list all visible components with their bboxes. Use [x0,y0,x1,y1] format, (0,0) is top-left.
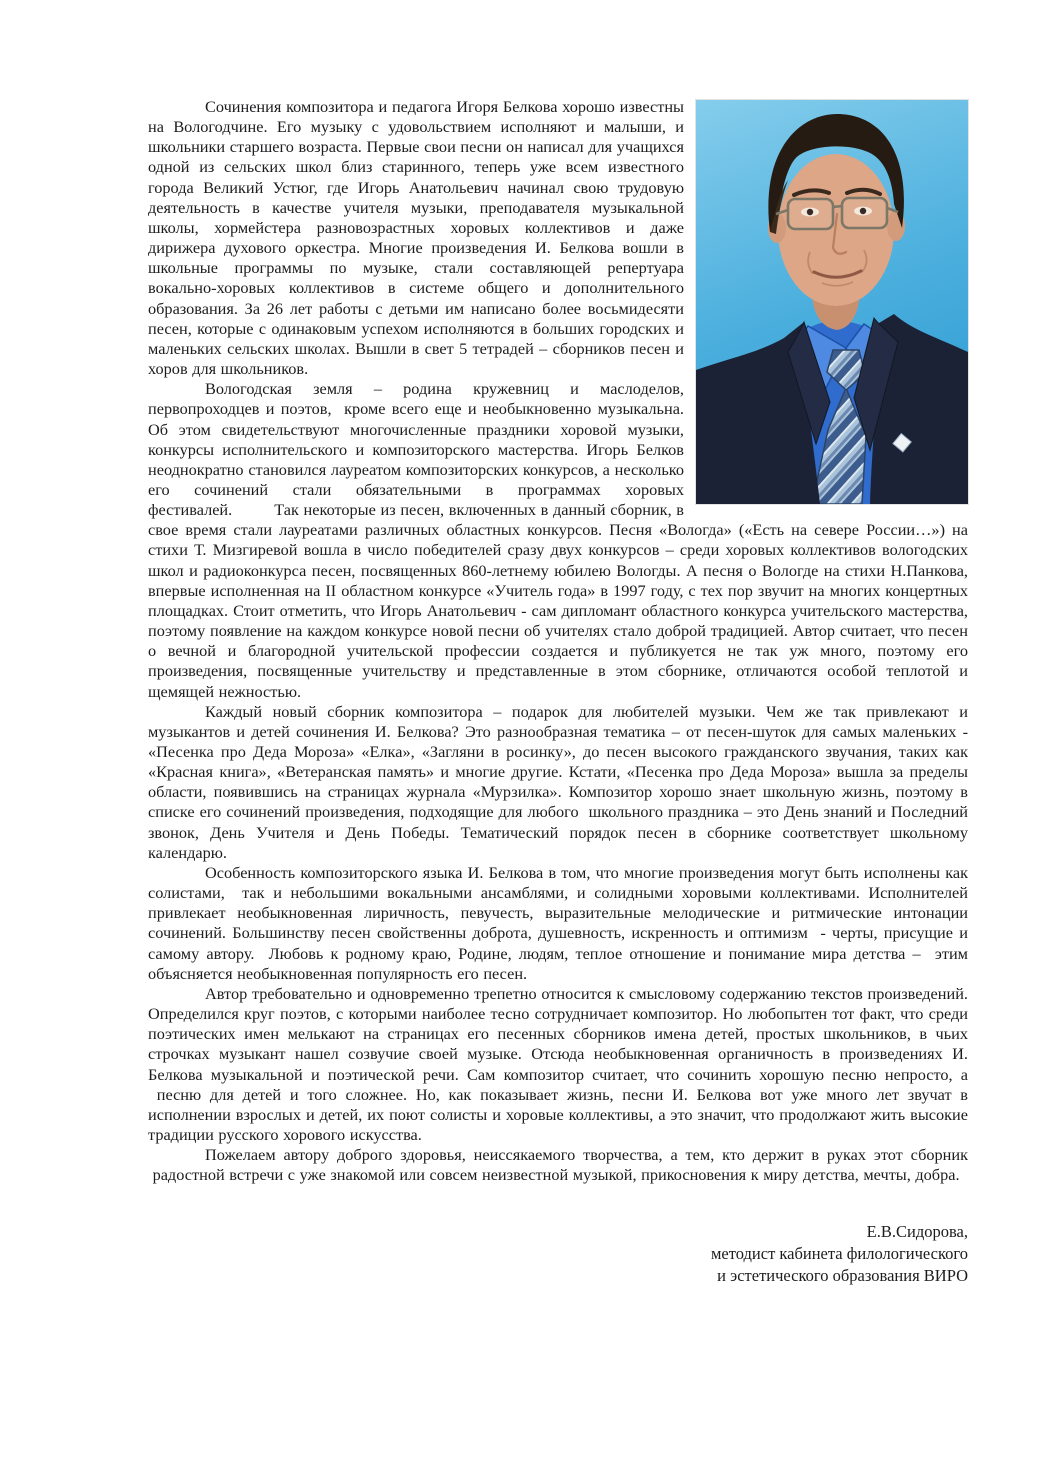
signature-name: Е.В.Сидорова, [866,1222,968,1242]
paragraph: Каждый новый сборник композитора – подарок для любителей музыки. Чем же так привлекают и музыкантов и детей сочинения И. Белкова? Это разнообразная тематика – от песен-шуток для самых маленьких - «Песенка про Деда Мороза» «Елка», «Загляни в росинку», до песен высокого гражданского звучания, таких как «Красная книга», «Ветеранская память» и многие другие. Кстати, «Песенка про Деда Мороза» вышла за пределы области, появившись на страницах журнала «Мурзилка». Композитор хорошо знает школьную жизнь, поэтому в списке его сочинений произведения, подходящие для любого школьного праздника – это День знаний и Последний звонок, День Учителя и День Победы. Тематический порядок песен в сборнике соответствует школьному календарю. [148,701,968,862]
signature-title-line2: и эстетического образования ВИРО [717,1266,968,1286]
paragraph: Особенность композиторского языка И. Белкова в том, что многие произведения могут быть исполнены как солистами, так и небольшими вокальными ансамблями, и солидными хоровыми коллективами. Исполнителей привлекает необыкновенная лиричность, певучесть, выразительные мелодические и ритмические интонации сочинений. Большинству песен свойственны доброта, душевность, искренность и оптимизм - черты, присущие и самому автору. Любовь к родному краю, Родине, людям, теплое отношение и понимание мира детства – этим объясняется необыкновенная популярность его песен. [148,862,968,983]
signature-title-line1: методист кабинета филологического [710,1244,968,1264]
paragraph: Вологодская земля – родина кружевниц и маслоделов, первопроходцев и поэтов, кроме всего еще и необыкновенно музыкальна. Об этом свидетельствуют многочисленные праздники хоровой музыки, конкурсы исполнительского и композиторского мастерства. Игорь Белков неоднократно становился лауреатом композиторских конкурсов, а несколько его сочинений стали обязательными в программах хоровых фестивалей. Так некоторые из песен, включенных в данный сборник, в свое время стали лауреатами различных областных конкурсов. Песня «Вологда» («Есть на севере России…») на стихи Т. Мизгиревой вошла в число победителей сразу двух конкурсов – среди хоровых коллективов вологодских школ и радиоконкурса песен, посвященных 860-летнему юбилею Вологды. А песня о Вологде на стихи Н.Панкова, впервые исполненная на II областном конкурсе «Учитель года» в 1997 году, с тех пор звучит на многих концертных площадках. Стоит отметить, что Игорь Анатольевич - сам дипломант областного конкурса учительского мастерства, поэтому появление на каждом конкурсе новой песни об учителях стало доброй традицией. Автор считает, что песен о вечной и благородной учительской профессии создается и публикуется не так уж много, поэтому его произведения, посвященные учительству и представленные в этом сборнике, отличаются особой теплотой и щемящей нежностью. [148,379,968,701]
paragraph: Автор требовательно и одновременно трепетно относится к смысловому содержанию текстов произведений. Определился круг поэтов, с которыми наиболее тесно сотрудничает композитор. Но любопытен тот факт, что среди поэтических имен мелькают на страницах его песенных сборников имена детей, простых школьников, в чьих строчках музыкант нашел созвучие своей музыке. Отсюда необыкновенная органичность в произведениях И. Белкова музыкальной и поэтической речи. Сам композитор считает, что сочинить хорошую песню непросто, а песню для детей и того сложнее. Но, как показывает жизнь, песни И. Белкова вот уже много лет звучат в исполнении взрослых и детей, их поют солисты и хоровые коллективы, а это значит, что продолжают жить высокие традиции русского хорового искусства. [148,983,968,1144]
portrait-illustration [696,100,968,504]
signature-block [148,1221,968,1286]
portrait-photo [696,100,968,504]
article-body [148,97,968,1287]
paragraph: Пожелаем автору доброго здоровья, неиссякаемого творчества, а тем, кто держит в руках этот сборник радостной встречи с уже знакомой или совсем неизвестной музыкой, прикосновения к миру детства, мечты, добра. [148,1145,968,1185]
paragraph: Сочинения композитора и педагога Игоря Белкова хорошо известны на Вологодчине. Его музыку с удовольствием исполняют и малыши, и школьники старшего возраста. Первые свои песни он написал для учащихся одной из сельских школ близ старинного, теперь уже всем известного города Великий Устюг, где Игорь Анатольевич начинал свою трудовую деятельность в качестве учителя музыки, преподавателя музыкальной школы, хормейстера разновозрастных хоровых коллективов и даже дирижера духового оркестра. Многие произведения И. Белкова вошли в школьные программы по музыке, стали составляющей репертуара вокально-хоровых коллективов в системе общего и дополнительного образования. За 26 лет работы с детьми им написано более восьмидесяти песен, которые с одинаковым успехом исполняются в больших городских и маленьких сельских школах. Вышли в свет 5 тетрадей – сборников песен и хоров для школьников. [148,97,684,379]
